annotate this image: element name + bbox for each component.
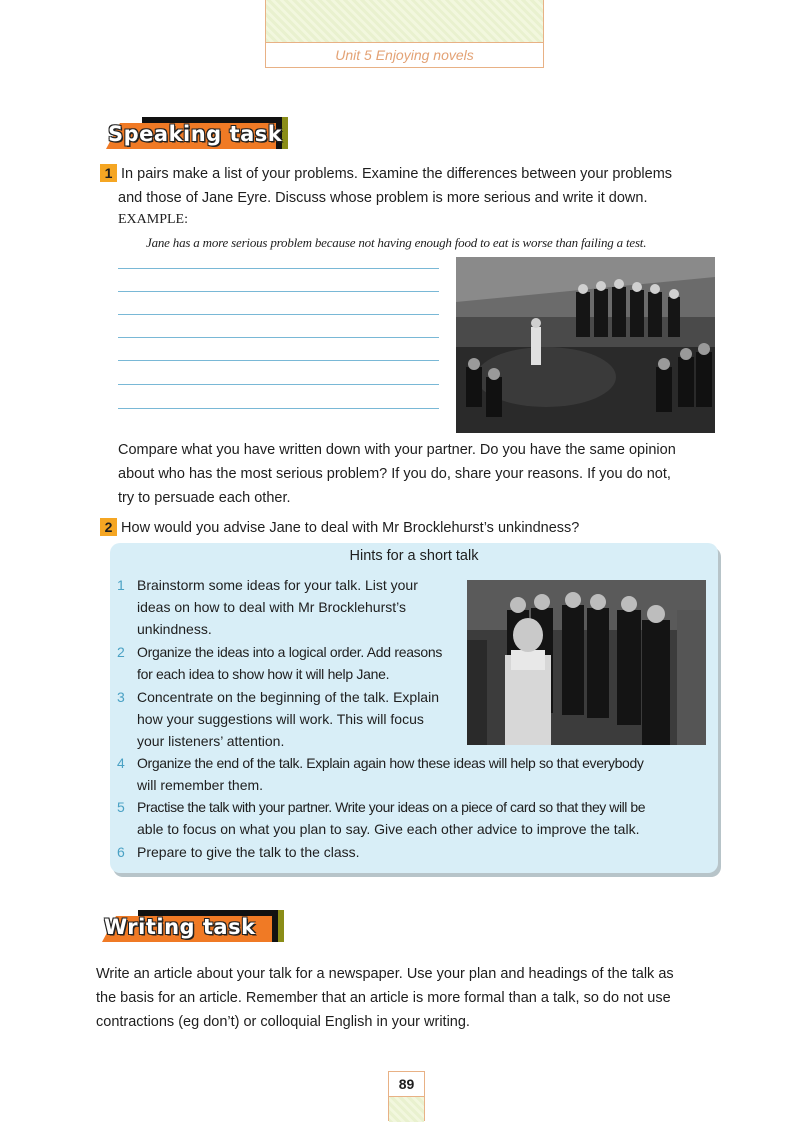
hint-item xyxy=(117,641,697,685)
hint-text: Brainstorm some ideas for your talk. List your xyxy=(137,577,418,593)
answer-line[interactable] xyxy=(118,360,439,361)
hint-number: 2 xyxy=(117,644,125,660)
hint-item xyxy=(117,796,712,840)
hint-item xyxy=(117,574,697,640)
answer-line[interactable] xyxy=(118,314,439,315)
hint-number: 1 xyxy=(117,577,125,593)
example-text: Jane has a more serious problem because not having enough food to eat is worse than failing a test. xyxy=(146,235,647,250)
q1-text-1: In pairs make a list of your problems. Examine the differences between your problems xyxy=(121,166,673,182)
unit-banner xyxy=(265,0,544,68)
speaking-task-title: Speaking task xyxy=(108,122,283,146)
q1-followup-2: about who has the most serious problem? If you do, share your reasons. If you do not, xyxy=(118,466,671,482)
hint-text: how your suggestions will work. This will focus xyxy=(137,711,424,727)
unit-title: Unit 5 Enjoying novels xyxy=(335,47,474,63)
hint-number: 4 xyxy=(117,755,125,771)
film-still-assembly-photo xyxy=(456,257,715,433)
hint-text: Organize the ideas into a logical order. Add reasons xyxy=(137,644,443,660)
hint-text: Practise the talk with your partner. Write your ideas on a piece of card so that they will be xyxy=(137,799,646,815)
writing-text-2: the basis for an article. Remember that an article is more formal than a talk, so do not use xyxy=(96,990,671,1006)
hint-item xyxy=(117,686,697,752)
q1-followup-1: Compare what you have written down with your partner. Do you have the same opinion xyxy=(118,442,676,458)
hint-number: 5 xyxy=(117,799,125,815)
q1-line-1 xyxy=(100,162,672,186)
answer-line[interactable] xyxy=(118,384,439,385)
hint-text: Concentrate on the beginning of the talk. Explain xyxy=(137,689,439,705)
hint-item xyxy=(117,841,697,863)
page-number-texture xyxy=(389,1097,424,1122)
hint-text: Prepare to give the talk to the class. xyxy=(137,844,360,860)
speaking-task-header xyxy=(106,117,296,155)
writing-task-header xyxy=(102,910,292,948)
hint-text: for each idea to show how it will help Jane. xyxy=(137,666,390,682)
example-label: EXAMPLE: xyxy=(118,212,188,227)
hint-text: will remember them. xyxy=(137,777,264,793)
q2-number: 2 xyxy=(100,518,117,536)
q2-text: How would you advise Jane to deal with Mr Brocklehurst’s unkindness? xyxy=(121,520,580,536)
hint-text: able to focus on what you plan to say. Give each other advice to improve the talk. xyxy=(137,821,640,837)
writing-text-3: contractions (eg don’t) or colloquial English in your writing. xyxy=(96,1014,470,1030)
hint-number: 3 xyxy=(117,689,125,705)
hint-item xyxy=(117,752,712,796)
hints-title: Hints for a short talk xyxy=(349,548,479,564)
answer-line[interactable] xyxy=(118,268,439,269)
q1-followup-3: try to persuade each other. xyxy=(118,490,291,506)
q1-text-2: and those of Jane Eyre. Discuss whose problem is more serious and write it down. xyxy=(118,190,648,206)
q1-number: 1 xyxy=(100,164,117,182)
q2-line xyxy=(100,516,579,540)
writing-text-1: Write an article about your talk for a newspaper. Use your plan and headings of the talk as xyxy=(96,966,674,982)
page-number: 89 xyxy=(389,1072,424,1097)
writing-task-title: Writing task xyxy=(104,915,256,939)
answer-line[interactable] xyxy=(118,291,439,292)
answer-line[interactable] xyxy=(118,408,439,409)
hint-text: your listeners’ attention. xyxy=(137,733,285,749)
hint-text: ideas on how to deal with Mr Brocklehurst’s xyxy=(137,599,406,615)
hint-number: 6 xyxy=(117,844,125,860)
answer-line[interactable] xyxy=(118,337,439,338)
page-number-box xyxy=(388,1071,425,1121)
hint-text: unkindness. xyxy=(137,621,212,637)
hint-text: Organize the end of the talk. Explain again how these ideas will help so that everybody xyxy=(137,755,644,771)
banner-texture xyxy=(266,0,543,43)
